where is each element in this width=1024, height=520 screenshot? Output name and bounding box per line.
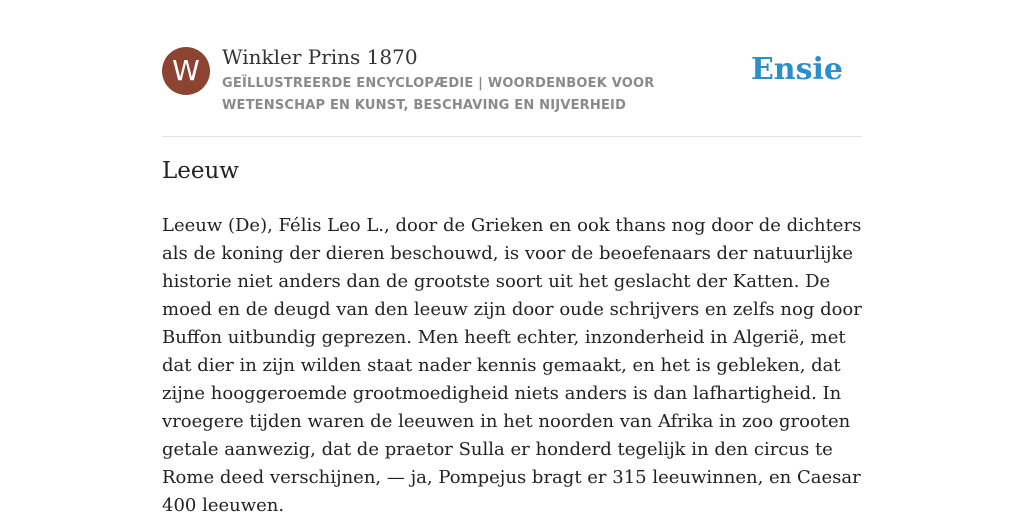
source-title[interactable]: Winkler Prins 1870 [222,45,418,69]
brand-logo[interactable]: Ensie [750,52,843,87]
entry-text: Leeuw (De), Félis Leo L., door de Grieken en ook thans nog door de dichters als de koning der dieren beschouwd, is voor de beoefenaars der natuurlijke historie niet anders dan de grootste soort uit het geslacht der Katten. De moed en de deugd van den leeuw zijn door oude schrijvers en zelfs nog door Buffon uitbundig geprezen. Men heeft echter, inzonderheid in Algerië, met dat dier in zijn wilden staat nader kennis gemaakt, en het is gebleken, dat zijne hooggeroemde grootmoedigheid niets anders is dan lafhartigheid. In vroegere tijden waren de leeuwen in het noorden van Afrika in zoo grooten getale aanwezig, dat de praetor Sulla er honderd tegelijk in den circus te Rome deed verschijnen, — ja, Pompejus bragt er 315 leeuwinnen, en Caesar 400 leeuwen. [162,215,862,516]
page-container [162,0,862,516]
source-avatar[interactable]: W [162,47,210,95]
source-subtitle: GEÏLLUSTREERDE ENCYCLOPÆDIE | WOORDENBOEK VOOR WETENSCHAP EN KUNST, BESCHAVING EN NIJVERHEID [222,76,655,113]
entry-title: Leeuw [162,158,239,184]
source-header [162,0,862,137]
